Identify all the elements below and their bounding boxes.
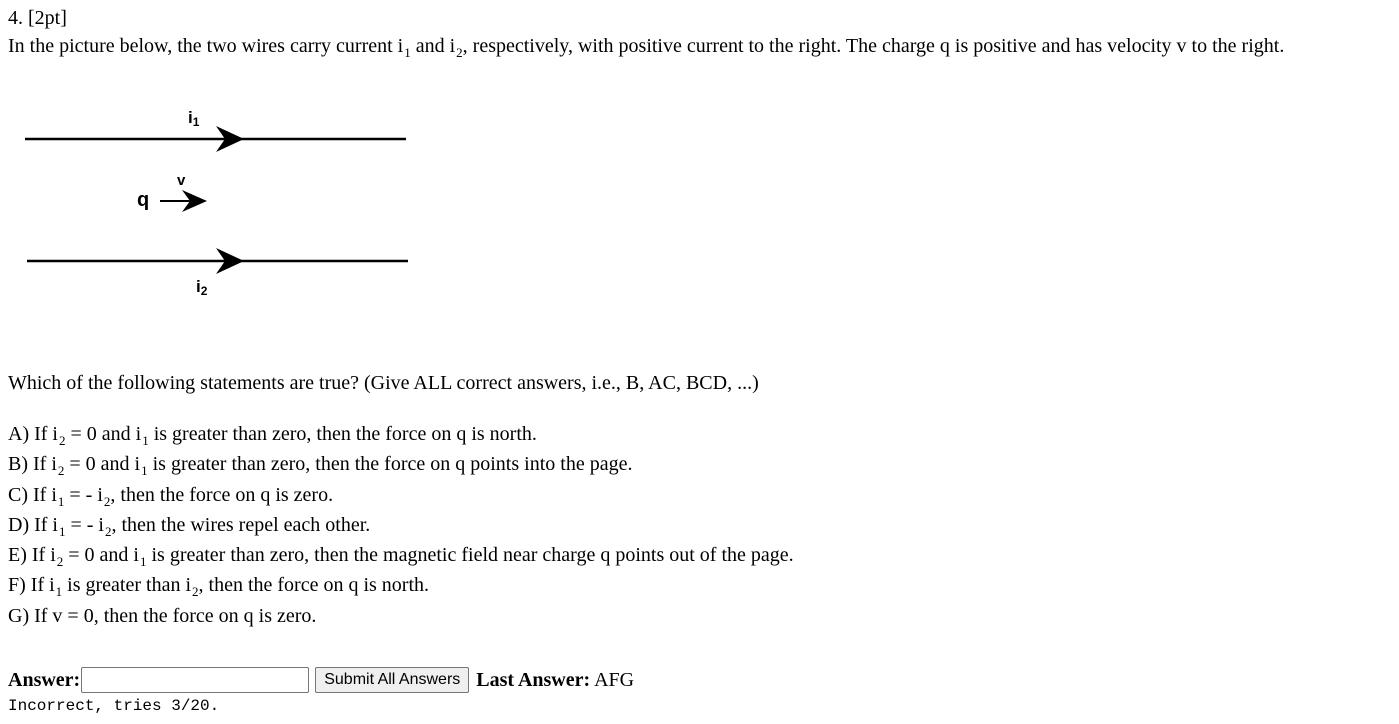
subscript: 2 <box>456 45 463 60</box>
answer-input[interactable] <box>81 667 309 693</box>
answer-row <box>8 666 634 694</box>
option-g: G) If v = 0, then the force on q is zero. <box>8 604 317 627</box>
option-a: A) If $i_2 = 0$ and $i_1$ is greater than zero, then the force on q is north. <box>8 423 537 448</box>
label-v: v <box>177 172 186 189</box>
last-answer-value: AFG <box>590 668 635 691</box>
label-q: q <box>137 189 150 211</box>
submit-all-answers-button[interactable]: Submit All Answers <box>315 667 469 693</box>
status-message: Incorrect, tries 3/20. <box>8 697 220 715</box>
option-e: E) If $i_2 = 0$ and $i_1$ is greater than zero, then the magnetic field near charge q points out of the page. <box>8 544 794 570</box>
option-b: B) If $i_2 = 0$ and $i_1$ is greater than zero, then the force on q points into the page. <box>8 453 633 479</box>
options-list <box>8 420 794 631</box>
wires-diagram <box>0 98 420 308</box>
question-text-part: and i <box>410 35 456 57</box>
option-c: C) If $i_1$ = - $i_2$, then the force on q is zero. <box>8 483 334 509</box>
answer-label: Answer: <box>8 668 81 691</box>
label-i2: i2 <box>196 277 208 298</box>
question-text <box>8 33 1284 61</box>
question-text-part: , respectively, with positive current to the right. The charge q is positive and has velocity v to the right. <box>462 35 1285 57</box>
option-f: F) If $i_1$ is greater than $i_2$, then the force on q is north. <box>8 574 430 600</box>
question-header: 4. [2pt] <box>8 7 67 29</box>
subscript: 1 <box>404 45 411 60</box>
last-answer-label: Last Answer: <box>476 668 591 691</box>
label-i1: i1 <box>188 108 200 129</box>
question-text-part: In the picture below, the two wires carry current i <box>8 35 404 57</box>
option-d: D) If $i_1$ = - $i_2$, then the wires repel each other. <box>8 513 371 539</box>
question-prompt: Which of the following statements are true? (Give ALL correct answers, i.e., B, AC, BCD, ...) <box>8 372 759 394</box>
